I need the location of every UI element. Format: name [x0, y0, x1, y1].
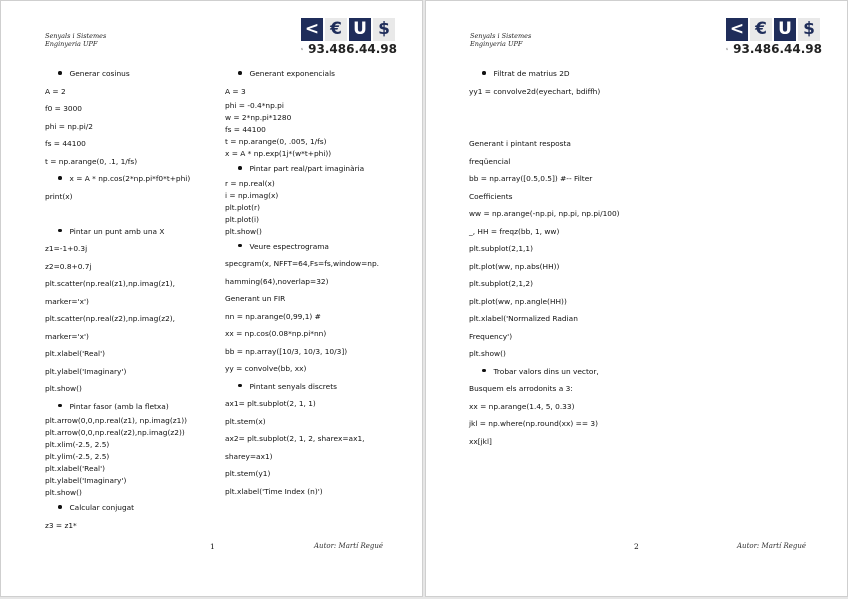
- code-line: plt.scatter(np.real(z1),np.imag(z1),: [45, 279, 176, 288]
- code-line: t = np.arange(0, .1, 1/fs): [45, 156, 138, 166]
- code-line: plt.xlabel('Normalized Radian: [469, 314, 578, 323]
- bullet-heading: [45, 499, 215, 517]
- page-number: 2: [634, 542, 639, 551]
- code-line: plt.ylabel('Imaginary'): [45, 476, 127, 485]
- code-line: plt.show(): [45, 488, 82, 497]
- code-line: x = A * np.exp(1j*(w*t+phi)): [225, 149, 332, 158]
- code-line: i = np.imag(x): [225, 190, 279, 200]
- code-line: Frequency'): [469, 331, 513, 341]
- logo: [301, 18, 397, 60]
- code-line: plt.show(): [45, 384, 82, 393]
- code-line: plt.stem(y1): [225, 469, 271, 478]
- code-line: plt.plot(r): [225, 202, 260, 212]
- code-line: ax2= plt.subplot(2, 1, 2, sharex=ax1,: [225, 434, 365, 443]
- code-line: plt.ylim(-2.5, 2.5): [45, 452, 110, 461]
- bullet-dot-icon: [238, 71, 242, 75]
- code-line: Coefficients: [469, 191, 513, 201]
- code-line: Generant i pintant resposta: [469, 139, 571, 148]
- bullet-text: Trobar valors dins un vector,: [493, 366, 599, 376]
- logo-tile: U: [349, 18, 371, 41]
- left-column: [45, 65, 215, 534]
- code-line: xx = np.arange(1.4, 5, 0.33): [469, 401, 575, 411]
- bullet-text: Pintant senyals discrets: [249, 381, 337, 391]
- bullet-heading: [225, 238, 415, 256]
- code-line: plt.plot(ww, np.angle(HH)): [469, 296, 567, 306]
- header-school: Enginyeria UPF: [470, 40, 523, 48]
- page-number: 1: [210, 542, 215, 551]
- page-2: [425, 0, 848, 597]
- bullet-heading: [45, 223, 215, 241]
- bullet-heading: [45, 65, 215, 83]
- bullet-text: Filtrat de matrius 2D: [493, 69, 570, 78]
- bullet-dot-icon: [58, 176, 62, 180]
- logo-tile: <: [726, 18, 748, 41]
- blank-line: [45, 205, 215, 223]
- code-line: z1=-1+0.3j: [45, 244, 88, 253]
- code-line: bb = np.array([10/3, 10/3, 10/3]): [225, 346, 348, 356]
- header-course: Senyals i Sistemes: [470, 32, 532, 40]
- page-header: [45, 32, 106, 48]
- code-line: plt.arrow(0,0,np.real(z2),np.imag(z2)): [45, 428, 185, 437]
- code-line: A = 2: [45, 86, 66, 96]
- code-line: print(x): [45, 191, 73, 201]
- code-line: marker='x'): [45, 296, 89, 306]
- bullet-heading: [45, 398, 215, 416]
- code-line: xx = np.cos(0.08*np.pi*nn): [225, 329, 327, 338]
- code-line: _, HH = freqz(bb, 1, ww): [469, 226, 560, 236]
- bullet-text: Generar cosinus: [69, 69, 130, 78]
- code-line: ww = np.arange(-np.pi, np.pi, np.pi/100): [469, 209, 620, 218]
- code-line: A = 3: [225, 86, 246, 96]
- code-line: sharey=ax1): [225, 451, 273, 461]
- logo-tile: <: [301, 18, 323, 41]
- bullet-dot-icon: [238, 166, 242, 170]
- code-line: plt.arrow(0,0,np.real(z1), np.imag(z1)): [45, 416, 188, 425]
- left-column: [469, 65, 669, 450]
- code-line: plt.plot(ww, np.abs(HH)): [469, 261, 560, 271]
- code-line: phi = np.pi/2: [45, 121, 93, 131]
- code-line: xx[jkl]: [469, 436, 492, 446]
- blank-line: [469, 100, 669, 118]
- bullet-text: Pintar un punt amb una X: [69, 226, 165, 236]
- code-line: plt.xlabel('Real'): [45, 464, 106, 473]
- bullet-dot-icon: [58, 505, 62, 509]
- code-line: yy1 = convolve2d(eyechart, bdiffh): [469, 86, 601, 96]
- bullet-text: Generant exponencials: [249, 69, 335, 78]
- code-line: plt.xlim(-2.5, 2.5): [45, 440, 110, 449]
- code-line: hamming(64),noverlap=32): [225, 276, 329, 286]
- code-line: Busquem els arrodonits a 3:: [469, 384, 573, 393]
- code-line: plt.subplot(2,1,2): [469, 279, 533, 288]
- bullet-text: Pintar fasor (amb la fletxa): [69, 401, 169, 411]
- bullet-text: Pintar part real/part imaginària: [249, 164, 365, 173]
- code-line: plt.xlabel('Real'): [45, 349, 106, 358]
- header-course: Senyals i Sistemes: [45, 32, 107, 40]
- bullet-heading: [225, 65, 415, 83]
- bullet-heading: [225, 378, 415, 396]
- footer-author: Autor: Martí Regué: [737, 542, 807, 550]
- bullet-dot-icon: [482, 71, 486, 75]
- bullet-heading: [225, 160, 415, 178]
- code-line: z3 = z1*: [45, 520, 77, 530]
- code-line: plt.plot(i): [225, 214, 259, 224]
- bullet-text: Veure espectrograma: [249, 241, 329, 251]
- phone-number: 93.486.44.98: [308, 42, 397, 56]
- bullet-text: Calcular conjugat: [69, 503, 135, 512]
- code-line: bb = np.array([0.5,0.5]) #-- Filter: [469, 174, 593, 183]
- code-line: z2=0.8+0.7j: [45, 261, 92, 271]
- code-line: plt.show(): [469, 349, 506, 358]
- bullet-heading: [469, 65, 669, 83]
- bullet-text: x = A * np.cos(2*np.pi*f0*t+phi): [69, 174, 191, 183]
- phone-icon: [301, 42, 303, 56]
- code-line: ax1= plt.subplot(2, 1, 1): [225, 399, 316, 408]
- code-line: plt.ylabel('Imaginary'): [45, 366, 127, 376]
- logo: [726, 18, 822, 60]
- code-line: yy = convolve(bb, xx): [225, 364, 307, 373]
- code-line: plt.stem(x): [225, 416, 266, 426]
- code-line: phi = -0.4*np.pi: [225, 101, 284, 110]
- right-column: [225, 65, 415, 500]
- code-line: r = np.real(x): [225, 178, 275, 188]
- logo-tile: U: [774, 18, 796, 41]
- code-line: marker='x'): [45, 331, 89, 341]
- code-line: specgram(x, NFFT=64,Fs=fs,window=np.: [225, 259, 379, 268]
- code-line: freqüencial: [469, 156, 511, 166]
- logo-tile: €: [325, 18, 347, 41]
- bullet-heading: [469, 363, 669, 381]
- bullet-dot-icon: [238, 384, 242, 388]
- bullet-dot-icon: [482, 369, 486, 373]
- code-line: jkl = np.where(np.round(xx) == 3): [469, 419, 598, 428]
- logo-tile: $: [373, 18, 395, 41]
- logo-tile: $: [798, 18, 820, 41]
- code-line: plt.scatter(np.real(z2),np.imag(z2),: [45, 314, 176, 323]
- code-line: nn = np.arange(0,99,1) #: [225, 311, 321, 321]
- bullet-dot-icon: [238, 244, 242, 248]
- bullet-dot-icon: [58, 229, 62, 233]
- code-line: t = np.arange(0, .005, 1/fs): [225, 137, 327, 146]
- logo-tile: €: [750, 18, 772, 41]
- phone-icon: [726, 42, 728, 56]
- bullet-heading: [45, 170, 215, 188]
- blank-line: [469, 118, 669, 136]
- code-line: plt.show(): [225, 226, 262, 236]
- footer-author: Autor: Martí Regué: [314, 542, 384, 550]
- code-line: w = 2*np.pi*1280: [225, 113, 292, 122]
- code-line: Generant un FIR: [225, 294, 286, 303]
- bullet-dot-icon: [58, 71, 62, 75]
- header-school: Enginyeria UPF: [45, 40, 98, 48]
- code-line: f0 = 3000: [45, 104, 83, 113]
- code-line: plt.xlabel('Time Index (n)'): [225, 486, 323, 496]
- code-line: plt.subplot(2,1,1): [469, 244, 533, 253]
- bullet-dot-icon: [58, 404, 62, 408]
- phone-number: 93.486.44.98: [733, 42, 822, 56]
- page-1: [0, 0, 423, 597]
- code-line: fs = 44100: [225, 125, 266, 134]
- page-header: [470, 32, 531, 48]
- code-line: fs = 44100: [45, 139, 86, 148]
